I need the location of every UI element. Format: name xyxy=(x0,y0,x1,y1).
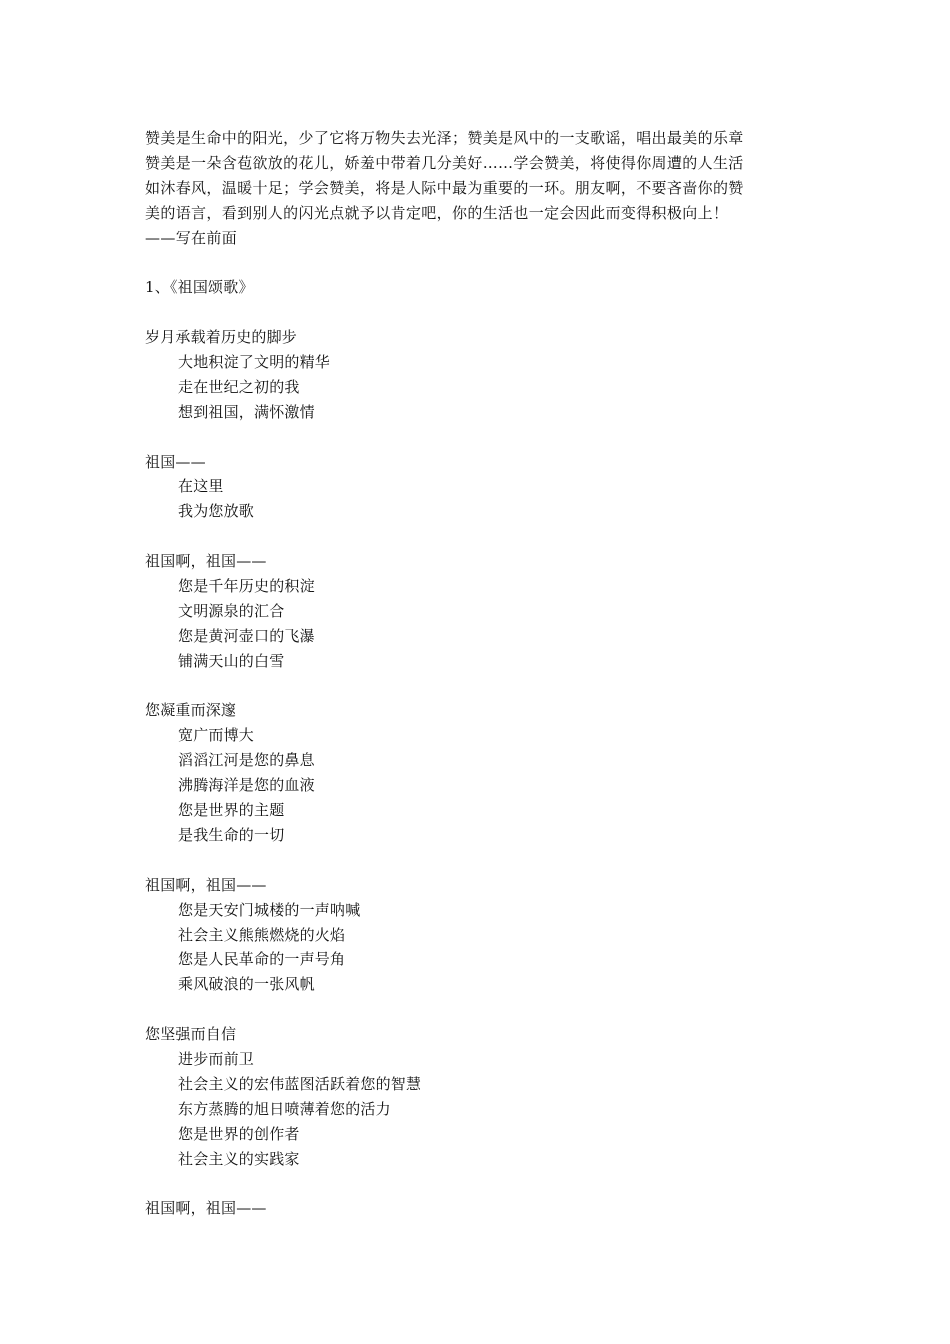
stanza-line: 东方蒸腾的旭日喷薄着您的活力 xyxy=(178,1099,391,1118)
blank-line xyxy=(145,425,825,450)
stanza-line: 铺满天山的白雪 xyxy=(178,651,285,670)
poem-stanza xyxy=(145,1196,825,1221)
poem-stanza xyxy=(145,1022,825,1171)
stanza-line: 您是天安门城楼的一声呐喊 xyxy=(178,900,361,919)
blank-line xyxy=(145,300,825,325)
poem-title: 1、《祖国颂歌》 xyxy=(145,278,254,297)
stanza-line: 大地积淀了文明的精华 xyxy=(178,353,331,372)
stanza-line: 您是世界的主题 xyxy=(178,801,285,820)
stanza-line: 我为您放歌 xyxy=(178,502,255,521)
blank-line xyxy=(145,674,825,699)
stanza-line: 滔滔江河是您的鼻息 xyxy=(178,751,315,770)
intro-line: 赞美是一朵含苞欲放的花儿，娇羞中带着几分美好……学会赞美，将使得你周遭的人生活 xyxy=(145,153,744,172)
poem-stanza xyxy=(145,450,825,525)
stanza-head: 祖国啊，祖国—— xyxy=(145,875,267,894)
stanza-head: 您凝重而深邃 xyxy=(145,701,237,720)
blank-line xyxy=(145,524,825,549)
stanza-line: 社会主义的宏伟蓝图活跃着您的智慧 xyxy=(178,1074,422,1093)
stanza-head: 祖国—— xyxy=(145,452,206,471)
stanza-line: 您是世界的创作者 xyxy=(178,1124,300,1143)
blank-line xyxy=(145,250,825,275)
stanza-line: 走在世纪之初的我 xyxy=(178,377,300,396)
stanza-line: 文明源泉的汇合 xyxy=(178,601,285,620)
stanza-line: 社会主义的实践家 xyxy=(178,1149,300,1168)
stanza-line: 是我生命的一切 xyxy=(178,825,285,844)
intro-line: 赞美是生命中的阳光，少了它将万物失去光泽；赞美是风中的一支歌谣，唱出最美的乐章 xyxy=(145,129,744,147)
blank-line xyxy=(145,848,825,873)
intro-attribution: ——写在前面 xyxy=(145,228,238,247)
poem-stanza xyxy=(145,549,825,673)
poem-stanza xyxy=(145,698,825,847)
stanza-line: 进步而前卫 xyxy=(178,1049,255,1068)
stanza-line: 宽广而博大 xyxy=(178,726,255,745)
poem-stanza xyxy=(145,325,825,425)
intro-line: 如沐春风，温暖十足；学会赞美，将是人际中最为重要的一环。朋友啊，不要吝啬你的赞 xyxy=(145,178,744,197)
stanza-head: 祖国啊，祖国—— xyxy=(145,1199,267,1218)
blank-line xyxy=(145,1171,825,1196)
stanza-line: 想到祖国，满怀激情 xyxy=(178,402,315,421)
document-body xyxy=(145,126,825,1221)
stanza-head: 祖国啊，祖国—— xyxy=(145,552,267,571)
stanza-line: 在这里 xyxy=(178,477,224,496)
blank-line xyxy=(145,997,825,1022)
intro-line: 美的语言，看到别人的闪光点就予以肯定吧，你的生活也一定会因此而变得积极向上！ xyxy=(145,203,729,222)
stanza-head: 岁月承载着历史的脚步 xyxy=(145,328,298,347)
stanza-line: 社会主义熊熊燃烧的火焰 xyxy=(178,925,346,944)
stanza-line: 您是黄河壶口的飞瀑 xyxy=(178,626,315,645)
poem-stanza xyxy=(145,873,825,997)
stanza-line: 您是人民革命的一声号角 xyxy=(178,950,346,969)
stanza-line: 您是千年历史的积淀 xyxy=(178,577,315,596)
stanza-head: 您坚强而自信 xyxy=(145,1025,237,1044)
stanza-line: 乘风破浪的一张风帆 xyxy=(178,975,315,994)
stanza-line: 沸腾海洋是您的血液 xyxy=(178,776,315,795)
intro-section xyxy=(145,126,825,250)
